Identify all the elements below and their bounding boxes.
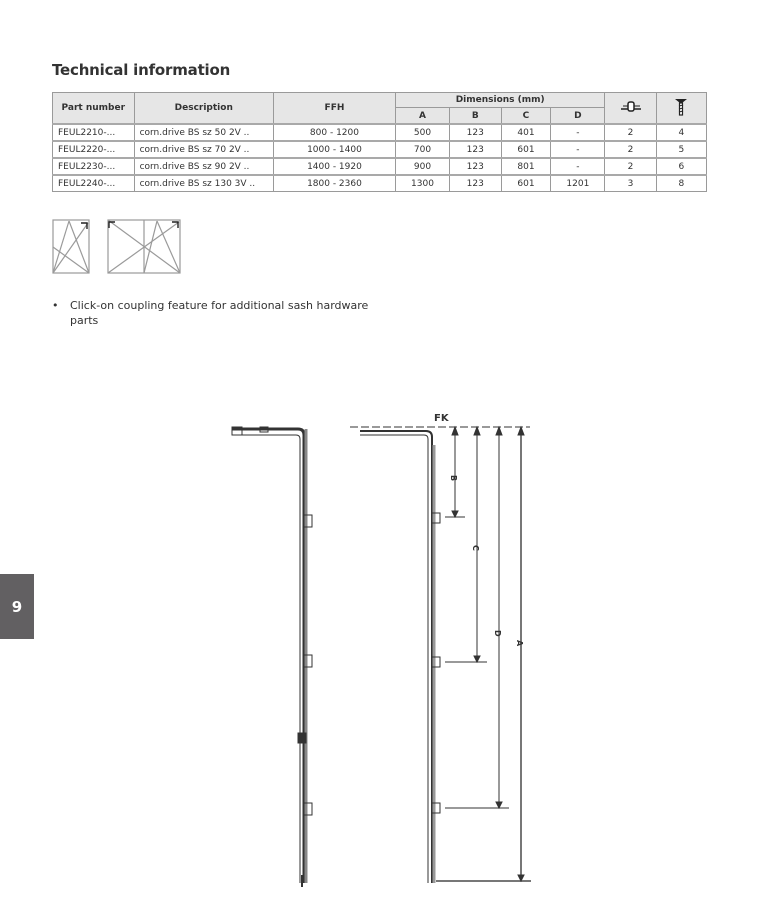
bullet-marker: • <box>52 299 59 312</box>
cell-b: 123 <box>449 141 501 158</box>
cell-d: 1201 <box>551 175 605 192</box>
cell-d: - <box>551 158 605 175</box>
technical-drawing <box>220 405 540 894</box>
cell-c: 601 <box>501 141 551 158</box>
cell-part-number: FEUL2230-... <box>53 158 135 175</box>
table-row <box>53 175 707 192</box>
coupling-icon <box>620 100 642 114</box>
technical-info-table <box>52 92 707 192</box>
cell-couplings: 2 <box>605 141 656 158</box>
cell-a: 900 <box>395 158 449 175</box>
dimension-label-a: A <box>515 640 524 647</box>
cell-ffh: 1000 - 1400 <box>273 141 395 158</box>
cell-screws: 6 <box>656 158 706 175</box>
header-ffh: FFH <box>273 93 395 125</box>
cell-d: - <box>551 141 605 158</box>
cell-description: corn.drive BS sz 90 2V .. <box>134 158 273 175</box>
corner-drive-side-view <box>232 427 312 887</box>
single-sash-tilt-turn-icon <box>53 220 89 273</box>
cell-couplings: 2 <box>605 124 656 141</box>
cell-part-number: FEUL2210-... <box>53 124 135 141</box>
cell-ffh: 1800 - 2360 <box>273 175 395 192</box>
cell-c: 401 <box>501 124 551 141</box>
cell-d: - <box>551 124 605 141</box>
dimension-label-c: C <box>471 545 480 551</box>
cell-description: corn.drive BS sz 130 3V .. <box>134 175 273 192</box>
cell-part-number: FEUL2220-... <box>53 141 135 158</box>
cell-c: 801 <box>501 158 551 175</box>
screw-icon <box>674 97 688 117</box>
cell-couplings: 2 <box>605 158 656 175</box>
cell-b: 123 <box>449 124 501 141</box>
corner-drive-front-view <box>350 427 530 883</box>
header-dim-a: A <box>395 108 449 125</box>
cell-screws: 5 <box>656 141 706 158</box>
cell-screws: 4 <box>656 124 706 141</box>
window-type-icons <box>52 219 182 278</box>
cell-a: 1300 <box>395 175 449 192</box>
double-sash-window-icon <box>108 220 180 273</box>
header-part-number: Part number <box>53 93 135 125</box>
cell-a: 700 <box>395 141 449 158</box>
header-dimensions: Dimensions (mm) <box>395 93 604 108</box>
header-dim-b: B <box>449 108 501 125</box>
table-row <box>53 158 707 175</box>
cell-couplings: 3 <box>605 175 656 192</box>
cell-ffh: 1400 - 1920 <box>273 158 395 175</box>
table-row <box>53 141 707 158</box>
feature-item: Click-on coupling feature for additional sash hardware parts <box>70 299 369 327</box>
cell-description: corn.drive BS sz 50 2V .. <box>134 124 273 141</box>
fk-label: FK <box>434 413 449 424</box>
cell-b: 123 <box>449 158 501 175</box>
dimension-lines <box>436 427 531 881</box>
header-description: Description <box>134 93 273 125</box>
cell-part-number: FEUL2240-... <box>53 175 135 192</box>
table-header-row <box>53 93 707 108</box>
cell-b: 123 <box>449 175 501 192</box>
header-dim-d: D <box>551 108 605 125</box>
chapter-tab <box>0 574 34 639</box>
page-title: Technical information <box>52 61 231 79</box>
dimension-label-d: D <box>493 630 502 637</box>
chapter-number: 9 <box>11 597 23 616</box>
cell-a: 500 <box>395 124 449 141</box>
cell-screws: 8 <box>656 175 706 192</box>
cell-description: corn.drive BS sz 70 2V .. <box>134 141 273 158</box>
dimension-label-b: B <box>449 475 458 482</box>
header-coupling <box>605 93 656 125</box>
header-screw <box>656 93 706 125</box>
header-dim-c: C <box>501 108 551 125</box>
cell-ffh: 800 - 1200 <box>273 124 395 141</box>
table-row <box>53 124 707 141</box>
cell-c: 601 <box>501 175 551 192</box>
